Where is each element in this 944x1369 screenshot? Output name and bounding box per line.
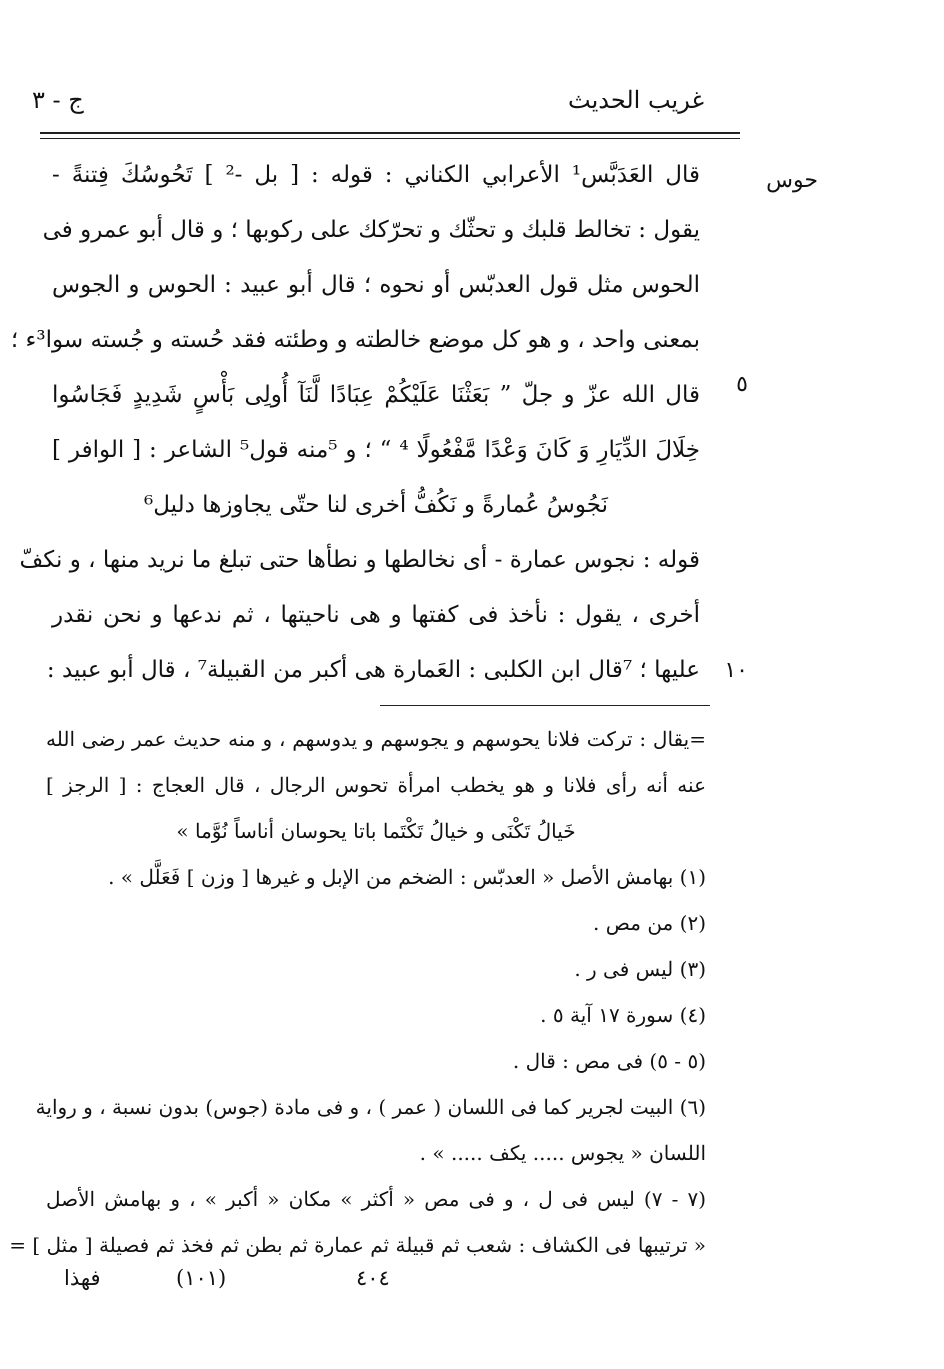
body-line: أخرى ، يقول : نأخذ فى كفتها و هى ناحيتها ، ثم ندعها و نحن نقدر <box>52 602 700 628</box>
body-line: يقول : تخالط قلبك و تحثّك و تحرّكك على ركوبها ؛ و قال أبو عمرو فى <box>42 217 700 243</box>
footnote-line: (١) بهامش الأصل « العدبّس : الضخم من الإبل و غيرها [ وزن ] فَعَلَّل » . <box>108 865 706 889</box>
verse-line: نَجُوسُ عُمارةً و نَكُفُّ أخرى لنا حتّى يجاوزها دليل⁶ <box>144 492 608 518</box>
volume-label: ج - ٣ <box>32 86 84 114</box>
footnote-line: (٣) ليس فى ر . <box>574 957 706 981</box>
body-line: بمعنى واحد ، و هو كل موضع خالطته و وطئته فقد حُسته و جُسته سوا³ء ؛ <box>10 327 700 353</box>
page-footer <box>0 1266 944 1306</box>
body-line: قال الله عزّ و جلّ ” بَعَثْنَا عَلَيْكُمْ عِبَادًا لَّنَآ أُولِى بَأْسٍ شَدِيدٍ فَجَاسُوا <box>52 382 700 408</box>
footnote-line: (٤) سورة ١٧ آية ٥ . <box>540 1003 706 1027</box>
line-number-5: ٥ <box>736 372 748 397</box>
footnote-line: (٧ - ٧) ليس فى ل ، و فى مص « أكثر » مكان « أكبر » ، و بهامش الأصل <box>46 1187 706 1211</box>
footnote-line: (٦) البيت لجرير كما فى اللسان ( عمر ) ، و فى مادة (جوس) بدون نسبة ، و رواية <box>35 1095 706 1119</box>
footnotes <box>9 716 706 1268</box>
footnote-verse: خَيالُ تَكْنَى و خيالُ تَكْتَما باتا يحوسان أناساً نُوَّما » <box>176 819 576 843</box>
running-title: غريب الحديث <box>568 86 704 114</box>
body-line: خِلَالَ الدِّيَارِ وَ كَانَ وَعْدًا مَّفْعُولًا ⁴ “ ؛ و ⁵منه قول⁵ الشاعر : [ الوافر ] <box>52 437 700 463</box>
body-line: الحوس مثل قول العدبّس أو نحوه ؛ قال أبو عبيد : الحوس و الجوس <box>52 272 700 298</box>
header-rule <box>40 132 740 134</box>
body-line: قال العَدَبَّس¹ الأعرابي الكناني : قوله : [ بل -² ] تَحُوسُكَ فِتنةً - <box>52 162 700 188</box>
body-line: قوله : نجوس عمارة - أى نخالطها و نطأها حتى تبلغ ما نريد منها ، و نكفّ <box>19 547 700 573</box>
footnote-line: عنه أنه رأى فلانا و هو يخطب امرأة تحوس الرجال ، قال العجاج : [ الرجز ] <box>46 773 706 797</box>
header-rule-thin <box>40 138 740 139</box>
footnote-line: « ترتيبها فى الكشاف : شعب ثم قبيلة ثم عمارة ثم بطن ثم فخذ ثم فصيلة [ مثل ] = <box>9 1233 706 1257</box>
footnote-line: (٢) من مص . <box>593 911 706 935</box>
footnote-line: =يقال : تركت فلانا يحوسهم و يجوسهم و يدوسهم ، و منه حديث عمر رضى الله <box>46 727 706 751</box>
footnote-line: اللسان « يجوس ..... يكف ..... » . <box>419 1141 706 1165</box>
footnote-line: (٥ - ٥) فى مص : قال . <box>512 1049 706 1073</box>
page-number: ٤٠٤ <box>356 1266 390 1290</box>
line-number-10: ١٠ <box>724 658 748 683</box>
footnote-separator <box>380 705 710 706</box>
margin-keyword: حوس <box>766 168 818 193</box>
body-line: عليها ؛ ⁷قال ابن الكلبى : العَمارة هى أكبر من القبيلة⁷ ، قال أبو عبيد : <box>46 657 700 683</box>
signature-mark: (١٠١) <box>176 1266 227 1290</box>
catchword: فهذا <box>64 1266 101 1290</box>
main-text <box>10 148 700 698</box>
